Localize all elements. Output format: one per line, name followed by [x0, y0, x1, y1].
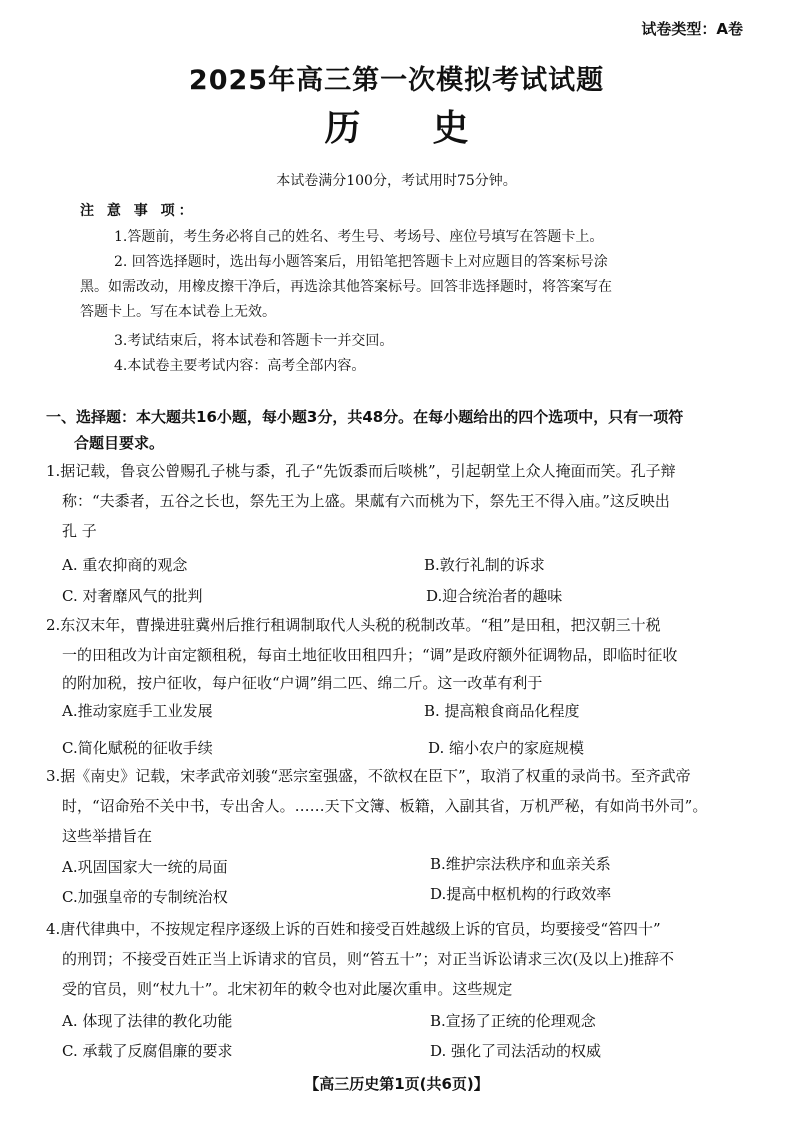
option-d[interactable]: D. 缩小农户的家庭规模 [428, 739, 585, 757]
question-text: 受的官员，则“杖九十”。北宋初年的敕令也对此屡次重申。这些规定 [62, 980, 513, 998]
exam-info: 本试卷满分100分，考试用时75分钟。 [276, 173, 517, 189]
option-c[interactable]: C.简化赋税的征收手续 [62, 739, 213, 757]
question-text: 4.唐代律典中，不按规定程序逐级上诉的百姓和接受百姓越级上诉的官员，均要接受“笞四十” [46, 920, 661, 938]
option-b[interactable]: B.敦行礼制的诉求 [424, 556, 545, 574]
section-title-cont: 合题目要求。 [74, 434, 165, 452]
notice-line: 1.答题前，考生务必将自己的姓名、考生号、考场号、座位号填写在答题卡上。 [114, 229, 604, 245]
subject-char-left: 历 [324, 108, 361, 149]
notice-line: 答题卡上。写在本试卷上无效。 [80, 304, 276, 320]
option-b[interactable]: B. 提高粮食商品化程度 [424, 702, 580, 720]
section-title: 一、选择题：本大题共16小题，每小题3分，共48分。在每小题给出的四个选项中，只有一项符 [46, 408, 684, 426]
question-text: 孔 子 [62, 522, 97, 540]
question-text: 这些举措旨在 [62, 827, 153, 845]
notice-line: 黑。如需改动，用橡皮擦干净后，再选涂其他答案标号。回答非选择题时，将答案写在 [80, 279, 612, 295]
question-text: 的附加税，按户征收，每户征收“户调”绢二匹、绵二斤。这一改革有利于 [62, 674, 543, 692]
exam-title: 2025年高三第一次模拟考试试题 [188, 65, 605, 96]
option-c[interactable]: C.加强皇帝的专制统治权 [62, 888, 228, 906]
question-text: 3.据《南史》记载，宋孝武帝刘骏“恶宗室强盛，不欲权在臣下”，取消了权重的录尚书。至齐武帝 [46, 767, 691, 785]
paper-type-label: 试卷类型：A卷 [641, 20, 743, 38]
notice-title: 注 意 事 项： [80, 203, 197, 219]
option-b[interactable]: B.维护宗法秩序和血亲关系 [430, 855, 611, 873]
question-text: 2.东汉末年，曹操进驻冀州后推行租调制取代人头税的税制改革。“租”是田租，把汉朝三十税 [46, 616, 661, 634]
subject-title [0, 100, 793, 151]
question-text: 一的田租改为计亩定额租税，每亩土地征收田租四升；“调”是政府额外征调物品，即临时征收 [62, 646, 678, 664]
notice-line: 2. 回答选择题时，选出每小题答案后，用铅笔把答题卡上对应题目的答案标号涂 [114, 254, 608, 270]
notice-line: 4.本试卷主要考试内容：高考全部内容。 [114, 358, 366, 374]
notice-line: 3.考试结束后，将本试卷和答题卡一并交回。 [114, 333, 394, 349]
subject-char-right: 史 [432, 108, 469, 149]
option-a[interactable]: A.推动家庭手工业发展 [62, 702, 213, 720]
option-d[interactable]: D.提高中枢机构的行政效率 [430, 885, 612, 903]
option-a[interactable]: A.巩固国家大一统的局面 [62, 858, 228, 876]
option-a[interactable]: A. 重农抑商的观念 [62, 556, 188, 574]
option-c[interactable]: C. 承载了反腐倡廉的要求 [62, 1042, 233, 1060]
question-text: 时，“诏命殆不关中书，专出舍人。……天下文簿、板籍，入副其省，万机严秘，有如尚书外司”。 [62, 797, 708, 815]
option-b[interactable]: B.宣扬了正统的伦理观念 [430, 1012, 596, 1030]
option-d[interactable]: D.迎合统治者的趣味 [426, 587, 563, 605]
question-text: 称：“夫黍者，五谷之长也，祭先王为上盛。果蓏有六而桃为下，祭先王不得入庙。”这反映出 [62, 492, 670, 510]
option-d[interactable]: D. 强化了司法活动的权威 [430, 1042, 602, 1060]
question-text: 的刑罚；不接受百姓正当上诉请求的官员，则“笞五十”；对正当诉讼请求三次(及以上)推辞不 [62, 950, 675, 968]
option-c[interactable]: C. 对奢靡风气的批判 [62, 587, 203, 605]
option-a[interactable]: A. 体现了法律的教化功能 [62, 1012, 233, 1030]
page-footer: 【高三历史第1页(共6页)】 [304, 1075, 489, 1093]
question-text: 1.据记载，鲁哀公曾赐孔子桃与黍，孔子“先饭黍而后啖桃”，引起朝堂上众人掩面而笑。孔子辩 [46, 462, 676, 480]
